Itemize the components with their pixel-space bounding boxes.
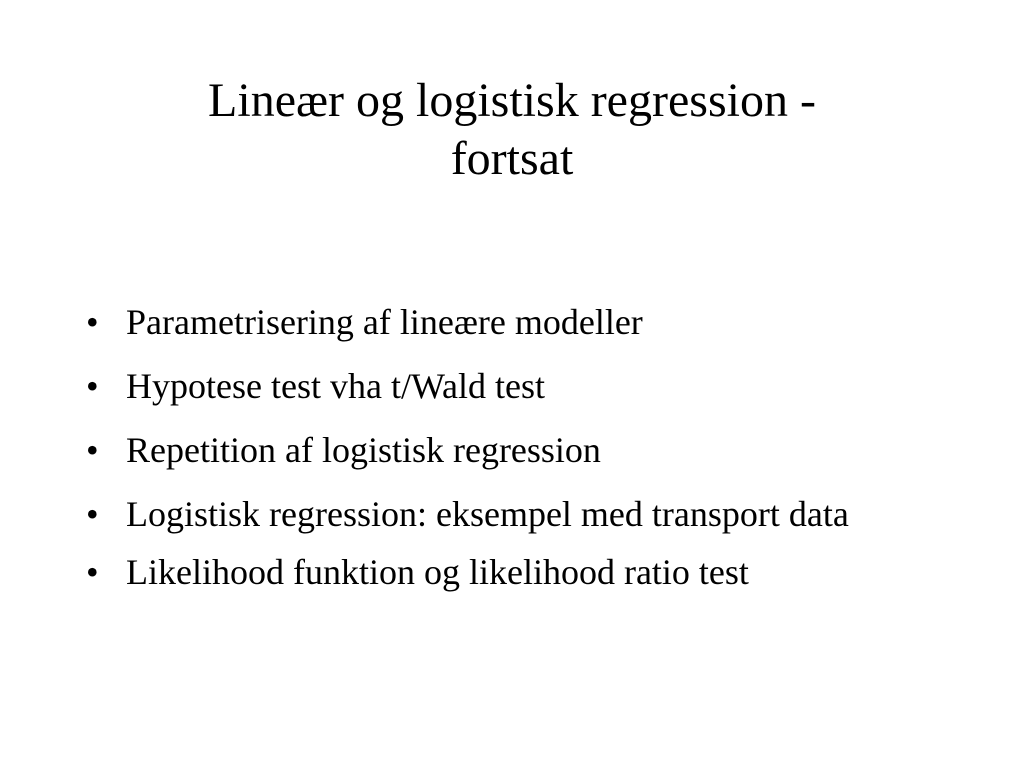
bullet-icon: •: [86, 494, 99, 534]
bullet-item: [0, 300, 1024, 345]
bullet-list: [0, 300, 1024, 614]
bullet-text: Likelihood funktion og likelihood ratio test: [126, 552, 749, 592]
bullet-item: [0, 428, 1024, 473]
bullet-text: Repetition af logistisk regression: [126, 430, 601, 470]
bullet-item: [0, 364, 1024, 409]
bullet-icon: •: [86, 302, 99, 342]
bullet-item: [0, 550, 1024, 595]
slide-title-line-2: fortsat: [450, 132, 574, 185]
bullet-text: Parametrisering af lineære modeller: [126, 302, 643, 342]
slide-title-line-1: Lineær og logistisk regression -: [208, 74, 816, 127]
bullet-icon: •: [86, 552, 99, 592]
bullet-item: [0, 492, 1024, 536]
bullet-icon: •: [86, 430, 99, 470]
bullet-text: Hypotese test vha t/Wald test: [126, 366, 546, 406]
bullet-text: Logistisk regression: eksempel med transport data: [126, 494, 849, 534]
bullet-icon: •: [86, 366, 99, 406]
slide-title: [80, 72, 944, 188]
